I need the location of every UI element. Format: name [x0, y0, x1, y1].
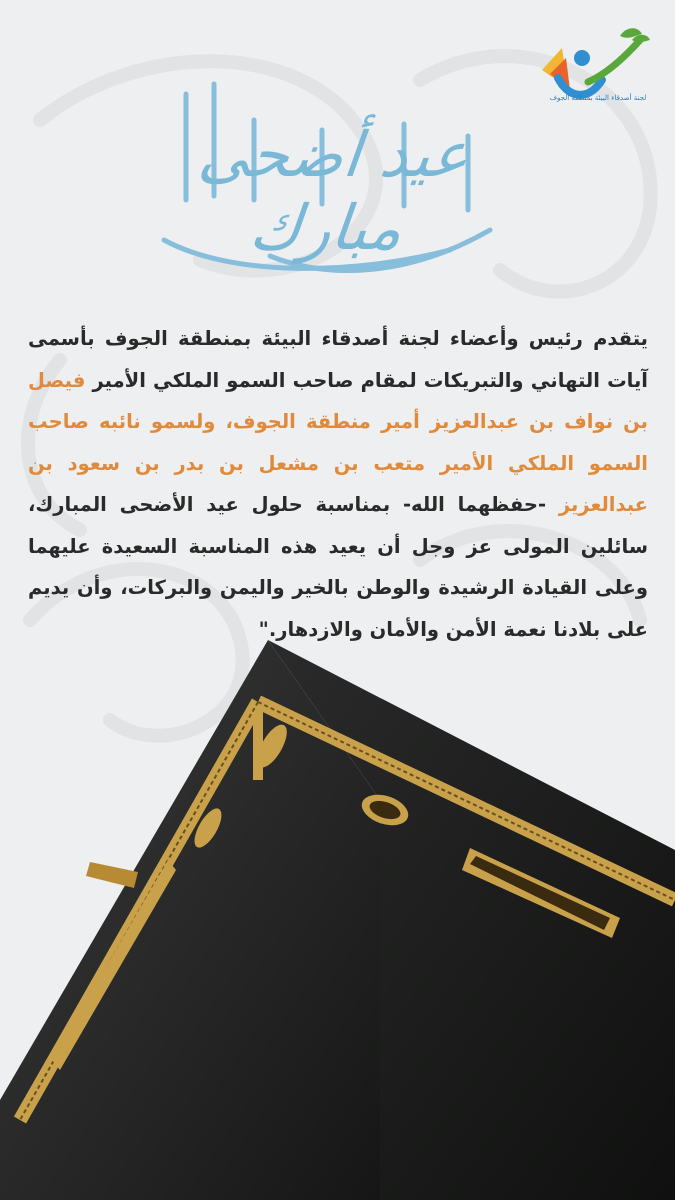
eid-greeting-title: عيد أضحى مبارك: [195, 118, 473, 264]
message-body: -حفظهما الله- بمناسبة حلول عيد الأضحى المبارك، سائلين المولى عز وجل أن يعيد هذه المناسبة السعيدة عليهما وعلى القيادة الرشيدة والوطن بالخير واليمن والبركات، وأن يديم على بلادنا نعمة الأمن والأمان والازدهار.": [28, 493, 648, 641]
logo-caption: لجنة أصدقاء البيئة بمنطقة الجوف: [549, 94, 647, 102]
message-highlight-names: فيصل بن نواف بن عبدالعزيز أمير منطقة الجوف، ولسمو نائبه صاحب السمو الملكي الأمير متعب بن مشعل بن بدر بن سعود بن عبدالعزيز: [28, 368, 648, 516]
kaaba-image: [0, 600, 675, 1200]
message-intro: يتقدم رئيس وأعضاء لجنة أصدقاء البيئة بمنطقة الجوف بأسمى آيات التهاني والتبريكات لمقام صاحب السمو الملكي الأمير: [28, 327, 648, 392]
